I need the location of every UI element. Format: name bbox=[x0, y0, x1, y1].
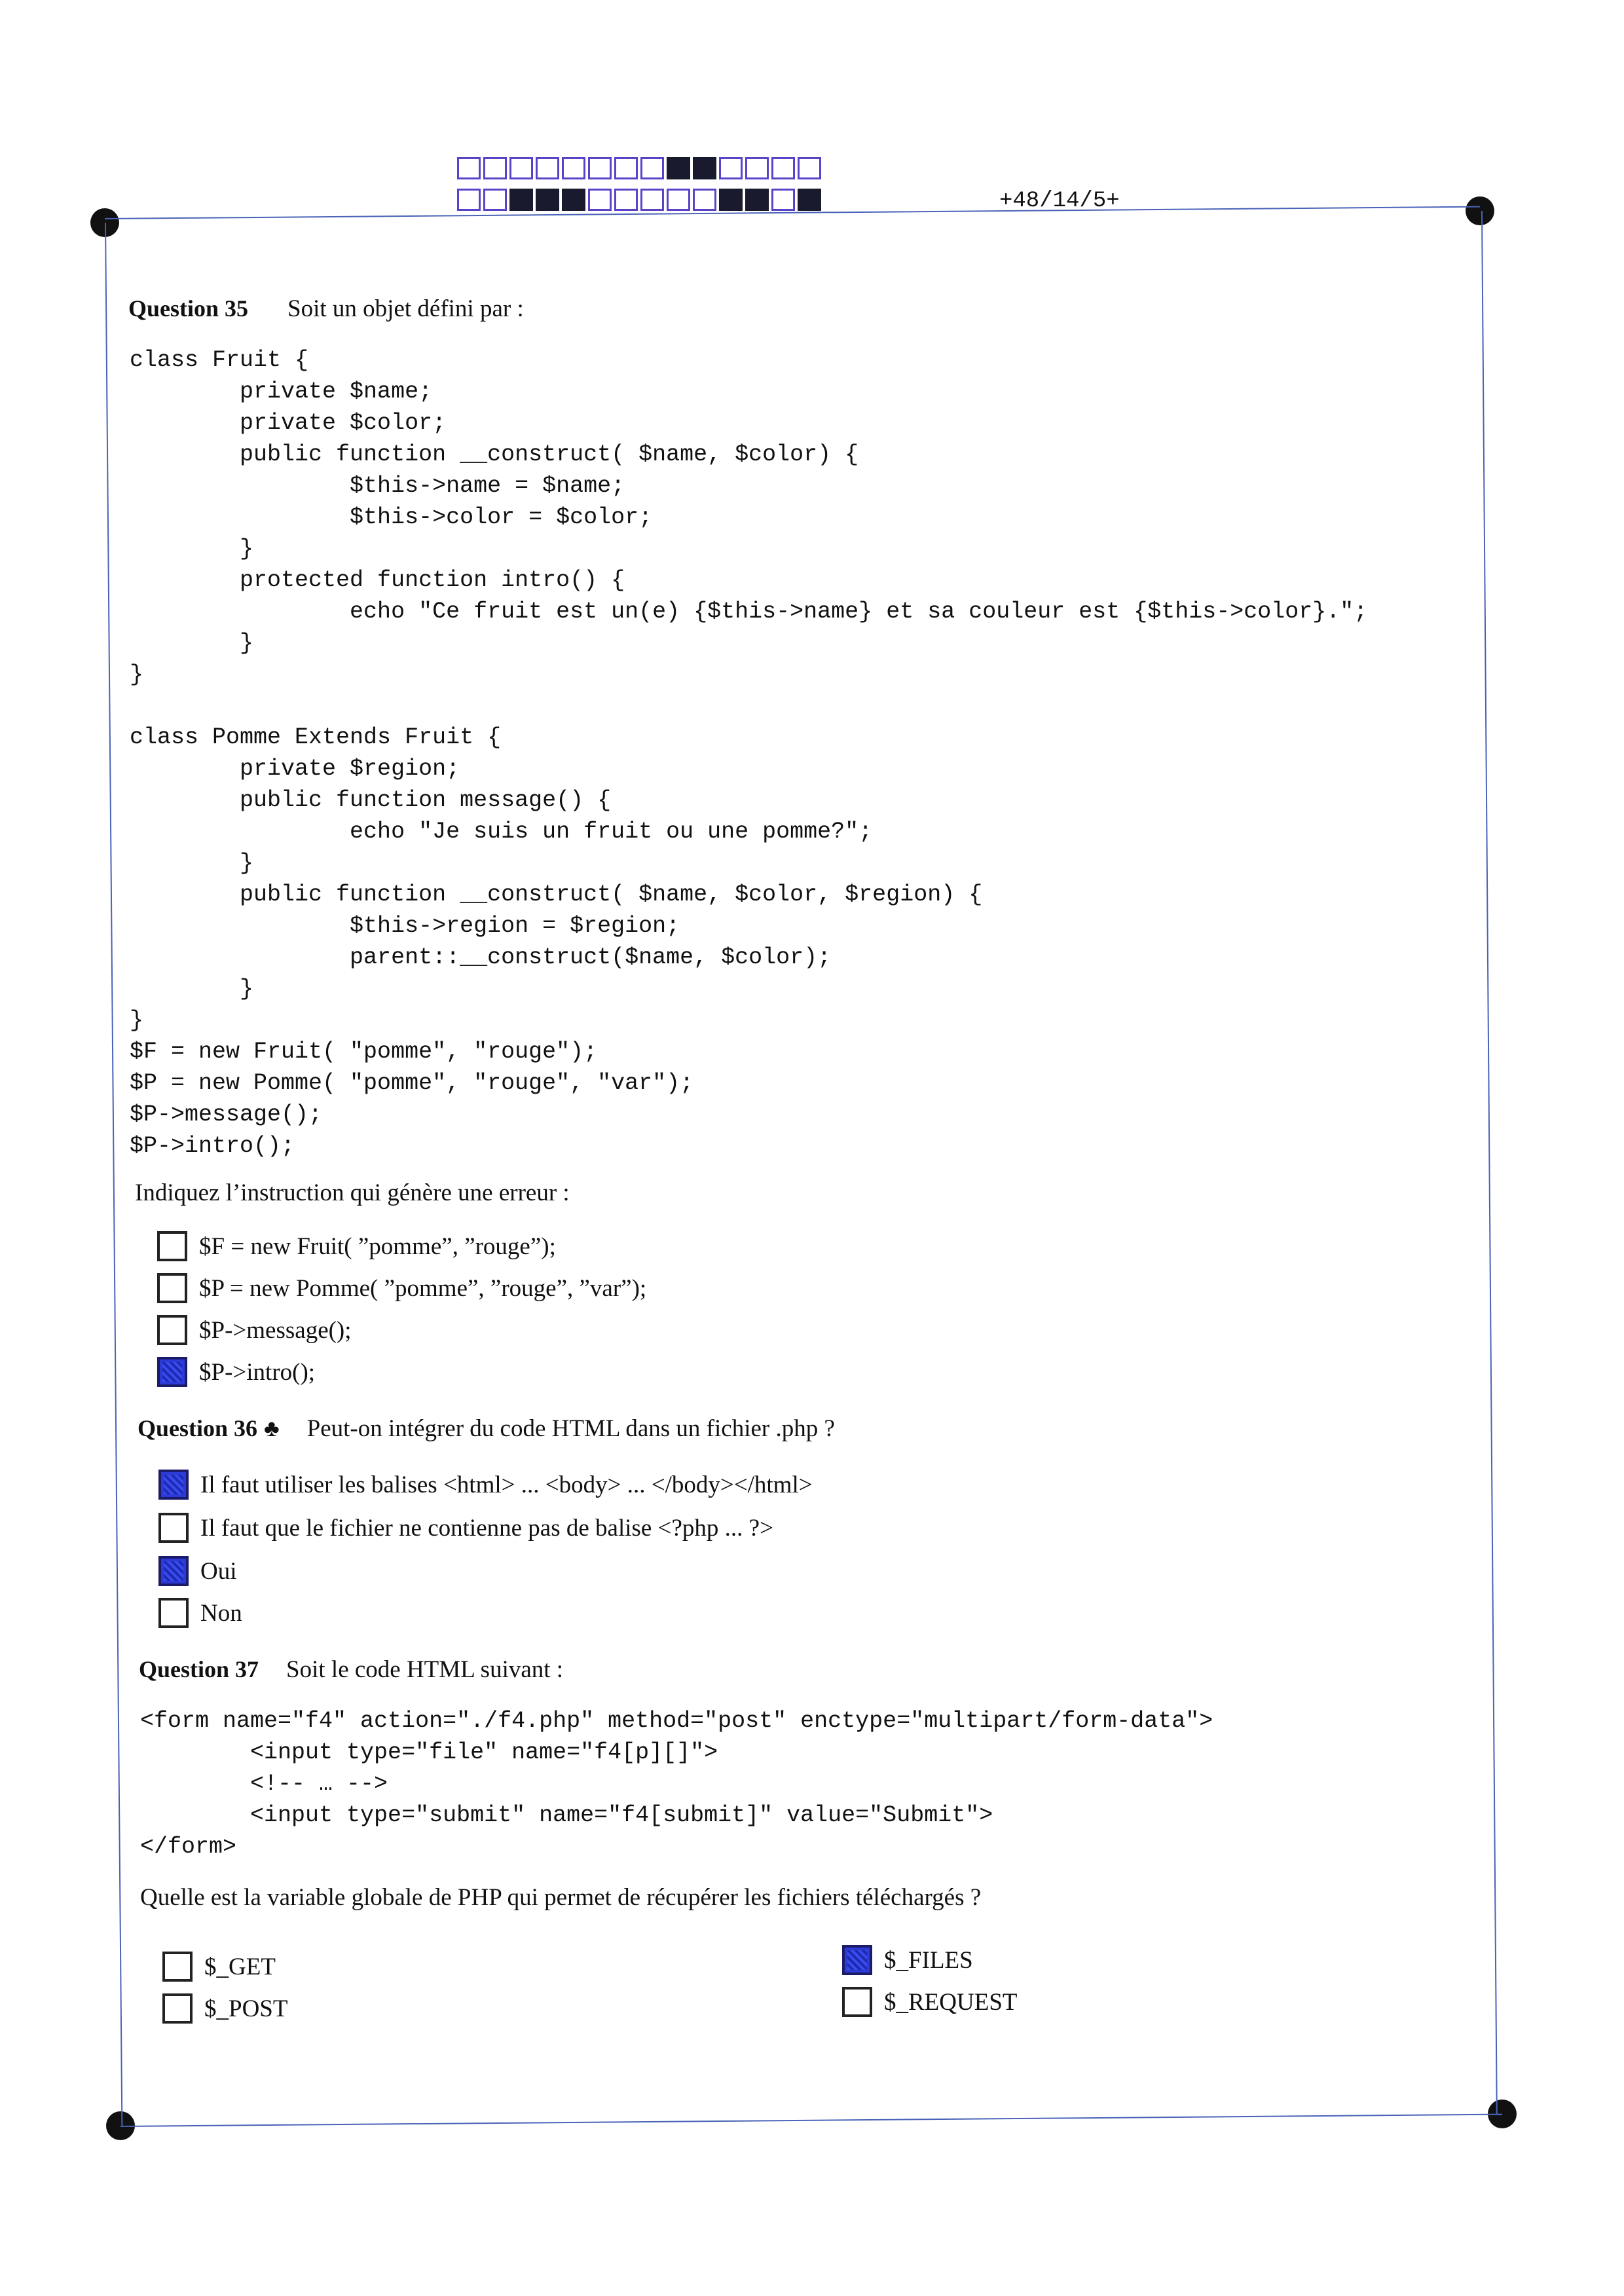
q35-code-line: } bbox=[130, 661, 144, 688]
q36-option-1[interactable] bbox=[158, 1470, 813, 1500]
q35-code-line: protected function intro() { bbox=[130, 567, 625, 593]
q35-code-line: $this->color = $color; bbox=[130, 504, 653, 530]
q35-option-2[interactable] bbox=[157, 1273, 646, 1303]
barcode-bottom bbox=[457, 189, 824, 211]
q36-prompt: Peut-on intégrer du code HTML dans un fichier .php ? bbox=[306, 1415, 835, 1442]
barcode-top bbox=[457, 157, 824, 179]
q35-code bbox=[130, 344, 1367, 1162]
q35-option-3-label: $P->message(); bbox=[199, 1316, 352, 1344]
q35-checkbox-3[interactable] bbox=[157, 1315, 187, 1345]
q37-option-3[interactable] bbox=[842, 1945, 973, 1975]
q36-checkbox-1[interactable] bbox=[158, 1470, 189, 1500]
q36-option-3[interactable] bbox=[158, 1556, 237, 1586]
frame-bottom bbox=[120, 2114, 1502, 2127]
q36-option-4[interactable] bbox=[158, 1598, 242, 1628]
q36-option-1-label: Il faut utiliser les balises <html> ... <body> ... </body></html> bbox=[200, 1471, 813, 1498]
q35-code-line: $P = new Pomme( "pomme", "rouge", "var"); bbox=[130, 1070, 694, 1096]
barcode-top-cell bbox=[536, 157, 559, 179]
barcode-bottom-cell bbox=[509, 189, 533, 211]
q37-code-line: <input type="submit" name="f4[submit]" value="Submit"> bbox=[140, 1802, 993, 1828]
barcode-bottom-cell bbox=[719, 189, 743, 211]
q35-option-1-label: $F = new Fruit( ”pomme”, ”rouge”); bbox=[199, 1232, 556, 1260]
q35-title: Question 35 bbox=[128, 295, 249, 322]
q37-code bbox=[140, 1705, 1213, 1862]
q35-option-3[interactable] bbox=[157, 1315, 352, 1345]
q35-intro: Soit un objet défini par : bbox=[287, 295, 524, 322]
q35-code-line: echo "Ce fruit est un(e) {$this->name} et sa couleur est {$this->color}."; bbox=[130, 599, 1368, 625]
barcode-top-cell bbox=[588, 157, 612, 179]
barcode-top-cell bbox=[640, 157, 664, 179]
q35-code-line: } bbox=[130, 1007, 144, 1033]
q35-code-line bbox=[130, 690, 1367, 722]
q37-option-4-label: $_REQUEST bbox=[884, 1988, 1018, 2016]
barcode-bottom-cell bbox=[693, 189, 716, 211]
q36-heading bbox=[138, 1415, 835, 1443]
q35-checkbox-1[interactable] bbox=[157, 1231, 187, 1261]
barcode-bottom-cell bbox=[745, 189, 769, 211]
barcode-top-cell bbox=[562, 157, 585, 179]
q35-code-line: private $color; bbox=[130, 410, 447, 436]
q37-option-4[interactable] bbox=[842, 1987, 1018, 2017]
q37-checkbox-1[interactable] bbox=[162, 1952, 193, 1982]
barcode-bottom-cell bbox=[588, 189, 612, 211]
q35-heading bbox=[128, 295, 524, 323]
q36-checkbox-3[interactable] bbox=[158, 1556, 189, 1586]
q35-checkbox-2[interactable] bbox=[157, 1273, 187, 1303]
barcode-top-cell bbox=[693, 157, 716, 179]
q37-code-line: <form name="f4" action="./f4.php" method="post" enctype="multipart/form-data"> bbox=[140, 1708, 1213, 1734]
q35-code-line: } bbox=[130, 536, 254, 562]
barcode-bottom-cell bbox=[771, 189, 795, 211]
barcode-top-cell bbox=[667, 157, 690, 179]
q35-option-4-label: $P->intro(); bbox=[199, 1358, 316, 1386]
q37-checkbox-4[interactable] bbox=[842, 1987, 872, 2017]
q37-heading bbox=[139, 1656, 563, 1684]
barcode-bottom-cell bbox=[798, 189, 821, 211]
q37-prompt: Quelle est la variable globale de PHP qui permet de récupérer les fichiers téléchargés ? bbox=[140, 1884, 982, 1911]
barcode-top-cell bbox=[719, 157, 743, 179]
q36-option-2[interactable] bbox=[158, 1513, 773, 1543]
barcode-top-cell bbox=[614, 157, 638, 179]
q37-code-line: <!-- … --> bbox=[140, 1771, 388, 1797]
q35-code-line: private $name; bbox=[130, 379, 433, 405]
frame-right bbox=[1481, 211, 1498, 2114]
barcode-top-cell bbox=[457, 157, 481, 179]
q36-checkbox-4[interactable] bbox=[158, 1598, 189, 1628]
q35-code-line: $this->region = $region; bbox=[130, 913, 680, 939]
corner-mark-top-right bbox=[1466, 196, 1494, 225]
barcode-top-cell bbox=[745, 157, 769, 179]
q36-option-3-label: Oui bbox=[200, 1557, 237, 1585]
q37-checkbox-3[interactable] bbox=[842, 1945, 872, 1975]
q35-code-line: } bbox=[130, 976, 254, 1002]
q35-code-line: echo "Je suis un fruit ou une pomme?"; bbox=[130, 819, 873, 845]
q35-code-line: $P->message(); bbox=[130, 1102, 323, 1128]
q35-code-line: private $region; bbox=[130, 756, 460, 782]
barcode-top-cell bbox=[798, 157, 821, 179]
q37-option-1-label: $_GET bbox=[204, 1953, 276, 1980]
q35-code-line: class Fruit { bbox=[130, 347, 309, 373]
barcode-bottom-cell bbox=[483, 189, 507, 211]
barcode-top-cell bbox=[509, 157, 533, 179]
barcode-top-cell bbox=[771, 157, 795, 179]
q35-option-2-label: $P = new Pomme( ”pomme”, ”rouge”, ”var”); bbox=[199, 1274, 647, 1302]
q35-code-line: } bbox=[130, 850, 254, 876]
q37-option-2-label: $_POST bbox=[204, 1995, 288, 2022]
barcode-bottom-cell bbox=[457, 189, 481, 211]
barcode-bottom-cell bbox=[614, 189, 638, 211]
q35-code-line: $this->name = $name; bbox=[130, 473, 625, 499]
barcode-bottom-cell bbox=[562, 189, 585, 211]
frame-left bbox=[105, 223, 122, 2126]
q35-code-line: } bbox=[130, 630, 254, 656]
q36-title: Question 36 bbox=[138, 1415, 258, 1441]
q35-prompt: Indiquez l’instruction qui génère une erreur : bbox=[135, 1179, 570, 1206]
q37-option-1[interactable] bbox=[162, 1952, 276, 1982]
barcode-top-cell bbox=[483, 157, 507, 179]
barcode-bottom-cell bbox=[667, 189, 690, 211]
q37-code-line: <input type="file" name="f4[p][]"> bbox=[140, 1739, 718, 1766]
q35-code-line: $P->intro(); bbox=[130, 1133, 295, 1159]
q37-checkbox-2[interactable] bbox=[162, 1993, 193, 2024]
q37-intro: Soit le code HTML suivant : bbox=[286, 1656, 564, 1683]
barcode-bottom-cell bbox=[640, 189, 664, 211]
q35-option-1[interactable] bbox=[157, 1231, 556, 1261]
q37-title: Question 37 bbox=[139, 1656, 259, 1682]
q36-option-4-label: Non bbox=[200, 1599, 242, 1627]
club-icon: ♣ bbox=[264, 1415, 280, 1441]
q35-option-4[interactable] bbox=[157, 1357, 315, 1387]
barcode-bottom-cell bbox=[536, 189, 559, 211]
q35-code-line: parent::__construct($name, $color); bbox=[130, 944, 832, 971]
q35-code-line: $F = new Fruit( "pomme", "rouge"); bbox=[130, 1039, 598, 1065]
q35-code-line: public function __construct( $name, $color, $region) { bbox=[130, 881, 983, 908]
q35-code-line: class Pomme Extends Fruit { bbox=[130, 724, 502, 750]
q35-code-line: public function __construct( $name, $color) { bbox=[130, 441, 859, 468]
q37-option-2[interactable] bbox=[162, 1993, 287, 2024]
q35-code-line: public function message() { bbox=[130, 787, 612, 813]
q37-code-line: </form> bbox=[140, 1834, 237, 1860]
q36-checkbox-2[interactable] bbox=[158, 1513, 189, 1543]
q35-checkbox-4[interactable] bbox=[157, 1357, 187, 1387]
exam-id: +48/14/5+ bbox=[999, 189, 1120, 213]
q36-option-2-label: Il faut que le fichier ne contienne pas de balise <?php ... ?> bbox=[200, 1514, 773, 1542]
q37-option-3-label: $_FILES bbox=[884, 1946, 973, 1974]
